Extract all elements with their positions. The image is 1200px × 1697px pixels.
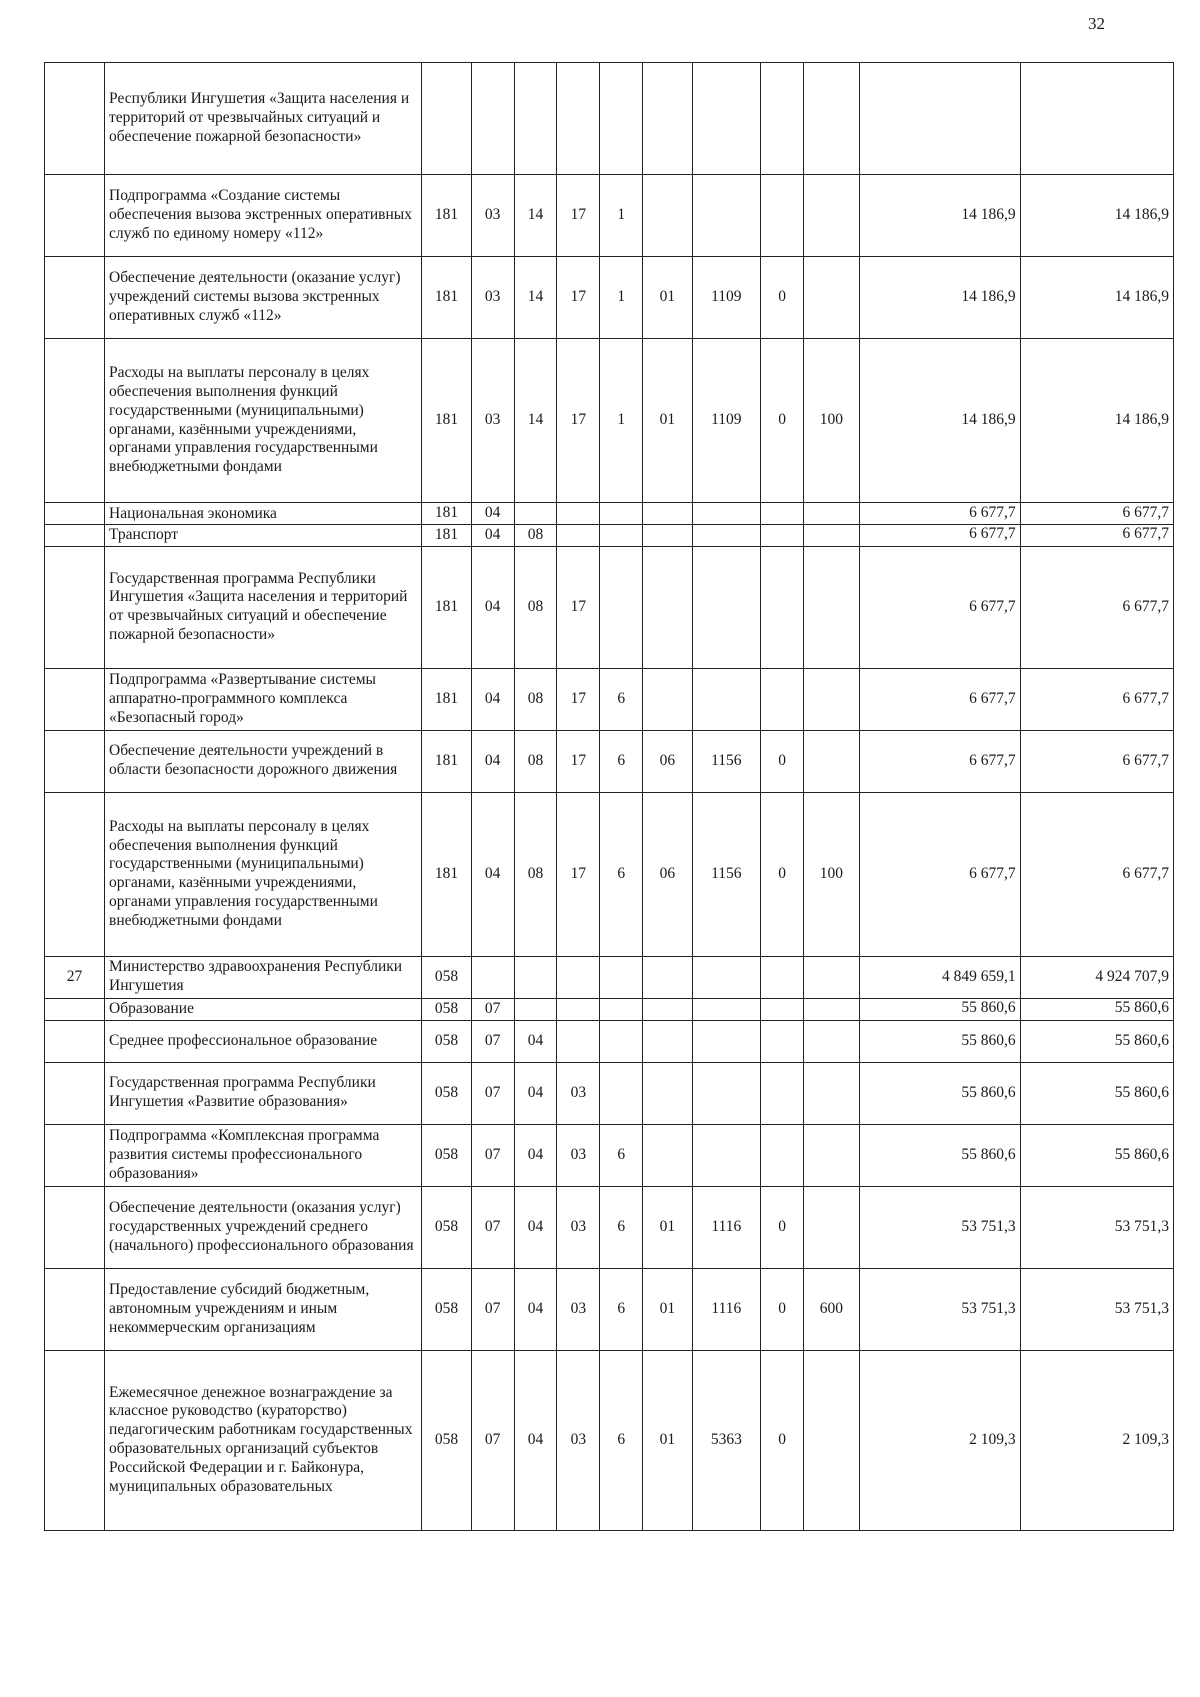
row-index-cell bbox=[45, 730, 105, 792]
classification-code-cell-7 bbox=[692, 1124, 761, 1186]
item-name-cell: Подпрограмма «Создание системы обеспечения вызова экстренных оперативных служб по единому номеру «112» bbox=[105, 175, 422, 257]
classification-code-cell-5: 6 bbox=[600, 1124, 643, 1186]
classification-code-cell-9 bbox=[804, 524, 860, 546]
classification-code-cell-8: 0 bbox=[761, 730, 804, 792]
classification-code-cell-7: 1156 bbox=[692, 792, 761, 956]
classification-code-cell-5 bbox=[600, 956, 643, 998]
classification-code-cell-9 bbox=[804, 730, 860, 792]
classification-code-cell-3 bbox=[514, 503, 557, 525]
classification-code-cell-5: 6 bbox=[600, 1268, 643, 1350]
classification-code-cell-1: 058 bbox=[422, 956, 471, 998]
classification-code-cell-5 bbox=[600, 524, 643, 546]
classification-code-cell-2: 07 bbox=[471, 1350, 514, 1530]
classification-code-cell-7: 1116 bbox=[692, 1268, 761, 1350]
classification-code-cell-9 bbox=[804, 1186, 860, 1268]
classification-code-cell-6 bbox=[643, 503, 692, 525]
classification-code-cell-2: 04 bbox=[471, 503, 514, 525]
table-row bbox=[45, 668, 1174, 730]
classification-code-cell-4: 03 bbox=[557, 1268, 600, 1350]
classification-code-cell-5: 1 bbox=[600, 339, 643, 503]
classification-code-cell-8: 0 bbox=[761, 257, 804, 339]
row-index-cell bbox=[45, 1268, 105, 1350]
classification-code-cell-3: 04 bbox=[514, 1062, 557, 1124]
amount-year2-cell: 6 677,7 bbox=[1020, 730, 1173, 792]
classification-code-cell-5: 6 bbox=[600, 1350, 643, 1530]
classification-code-cell-9 bbox=[804, 1124, 860, 1186]
classification-code-cell-1: 181 bbox=[422, 546, 471, 668]
classification-code-cell-3: 04 bbox=[514, 1124, 557, 1186]
classification-code-cell-6: 01 bbox=[643, 257, 692, 339]
classification-code-cell-8: 0 bbox=[761, 1268, 804, 1350]
amount-year2-cell: 55 860,6 bbox=[1020, 998, 1173, 1020]
classification-code-cell-9: 600 bbox=[804, 1268, 860, 1350]
item-name-cell: Подпрограмма «Развертывание системы аппаратно-программного комплекса «Безопасный город» bbox=[105, 668, 422, 730]
classification-code-cell-5 bbox=[600, 503, 643, 525]
amount-year1-cell: 55 860,6 bbox=[859, 1062, 1020, 1124]
row-index-cell bbox=[45, 546, 105, 668]
classification-code-cell-6 bbox=[643, 175, 692, 257]
item-name-cell: Подпрограмма «Комплексная программа развития системы профессионального образования» bbox=[105, 1124, 422, 1186]
classification-code-cell-6: 01 bbox=[643, 1268, 692, 1350]
amount-year2-cell: 4 924 707,9 bbox=[1020, 956, 1173, 998]
classification-code-cell-1: 058 bbox=[422, 1186, 471, 1268]
classification-code-cell-8 bbox=[761, 998, 804, 1020]
table-row bbox=[45, 503, 1174, 525]
classification-code-cell-2: 04 bbox=[471, 524, 514, 546]
classification-code-cell-4 bbox=[557, 1020, 600, 1062]
classification-code-cell-4: 17 bbox=[557, 546, 600, 668]
table-row bbox=[45, 1186, 1174, 1268]
classification-code-cell-8 bbox=[761, 546, 804, 668]
amount-year1-cell: 14 186,9 bbox=[859, 339, 1020, 503]
classification-code-cell-1: 181 bbox=[422, 257, 471, 339]
classification-code-cell-3 bbox=[514, 63, 557, 175]
classification-code-cell-4: 03 bbox=[557, 1062, 600, 1124]
classification-code-cell-7 bbox=[692, 503, 761, 525]
table-row bbox=[45, 63, 1174, 175]
item-name-cell: Образование bbox=[105, 998, 422, 1020]
classification-code-cell-9 bbox=[804, 63, 860, 175]
item-name-cell: Национальная экономика bbox=[105, 503, 422, 525]
classification-code-cell-1: 058 bbox=[422, 1124, 471, 1186]
amount-year1-cell: 6 677,7 bbox=[859, 792, 1020, 956]
classification-code-cell-5 bbox=[600, 63, 643, 175]
amount-year2-cell: 55 860,6 bbox=[1020, 1124, 1173, 1186]
amount-year1-cell: 14 186,9 bbox=[859, 175, 1020, 257]
item-name-cell: Государственная программа Республики Ингушетия «Защита населения и территорий от чрезвычайных ситуаций и обеспечение пожарной безопасности» bbox=[105, 546, 422, 668]
classification-code-cell-1: 058 bbox=[422, 1020, 471, 1062]
amount-year1-cell: 53 751,3 bbox=[859, 1268, 1020, 1350]
amount-year2-cell: 53 751,3 bbox=[1020, 1186, 1173, 1268]
classification-code-cell-8 bbox=[761, 1020, 804, 1062]
table-row bbox=[45, 1062, 1174, 1124]
row-index-cell bbox=[45, 792, 105, 956]
row-index-cell bbox=[45, 1020, 105, 1062]
amount-year1-cell: 6 677,7 bbox=[859, 524, 1020, 546]
classification-code-cell-3: 14 bbox=[514, 175, 557, 257]
amount-year2-cell: 53 751,3 bbox=[1020, 1268, 1173, 1350]
classification-code-cell-3: 04 bbox=[514, 1020, 557, 1062]
classification-code-cell-4 bbox=[557, 63, 600, 175]
row-index-cell bbox=[45, 1350, 105, 1530]
amount-year1-cell: 14 186,9 bbox=[859, 257, 1020, 339]
classification-code-cell-2: 04 bbox=[471, 668, 514, 730]
table-row bbox=[45, 998, 1174, 1020]
amount-year2-cell: 6 677,7 bbox=[1020, 668, 1173, 730]
classification-code-cell-4: 03 bbox=[557, 1186, 600, 1268]
amount-year2-cell: 6 677,7 bbox=[1020, 524, 1173, 546]
amount-year2-cell: 55 860,6 bbox=[1020, 1020, 1173, 1062]
classification-code-cell-5 bbox=[600, 1020, 643, 1062]
table-row bbox=[45, 175, 1174, 257]
item-name-cell: Предоставление субсидий бюджетным, автономным учреждениям и иным некоммерческим организациям bbox=[105, 1268, 422, 1350]
classification-code-cell-7 bbox=[692, 175, 761, 257]
classification-code-cell-8 bbox=[761, 956, 804, 998]
classification-code-cell-6: 01 bbox=[643, 339, 692, 503]
table-row bbox=[45, 792, 1174, 956]
classification-code-cell-7: 1109 bbox=[692, 257, 761, 339]
table-row bbox=[45, 546, 1174, 668]
classification-code-cell-9 bbox=[804, 175, 860, 257]
classification-code-cell-4: 17 bbox=[557, 668, 600, 730]
classification-code-cell-5: 6 bbox=[600, 668, 643, 730]
table-row bbox=[45, 524, 1174, 546]
classification-code-cell-3: 04 bbox=[514, 1186, 557, 1268]
amount-year2-cell: 14 186,9 bbox=[1020, 257, 1173, 339]
row-index-cell bbox=[45, 1124, 105, 1186]
classification-code-cell-7: 1109 bbox=[692, 339, 761, 503]
classification-code-cell-7: 1116 bbox=[692, 1186, 761, 1268]
amount-year2-cell: 14 186,9 bbox=[1020, 175, 1173, 257]
classification-code-cell-5: 6 bbox=[600, 730, 643, 792]
amount-year1-cell: 6 677,7 bbox=[859, 730, 1020, 792]
classification-code-cell-8: 0 bbox=[761, 1186, 804, 1268]
classification-code-cell-8: 0 bbox=[761, 792, 804, 956]
classification-code-cell-2: 03 bbox=[471, 257, 514, 339]
classification-code-cell-8 bbox=[761, 1124, 804, 1186]
classification-code-cell-6: 06 bbox=[643, 730, 692, 792]
item-name-cell: Обеспечение деятельности учреждений в области безопасности дорожного движения bbox=[105, 730, 422, 792]
table-row bbox=[45, 956, 1174, 998]
classification-code-cell-8: 0 bbox=[761, 1350, 804, 1530]
classification-code-cell-4: 03 bbox=[557, 1350, 600, 1530]
classification-code-cell-4 bbox=[557, 524, 600, 546]
table-row bbox=[45, 1124, 1174, 1186]
classification-code-cell-7 bbox=[692, 668, 761, 730]
amount-year1-cell: 55 860,6 bbox=[859, 998, 1020, 1020]
classification-code-cell-1: 181 bbox=[422, 339, 471, 503]
classification-code-cell-7 bbox=[692, 524, 761, 546]
classification-code-cell-3: 14 bbox=[514, 257, 557, 339]
classification-code-cell-5 bbox=[600, 1062, 643, 1124]
classification-code-cell-2: 07 bbox=[471, 1186, 514, 1268]
classification-code-cell-2: 04 bbox=[471, 730, 514, 792]
classification-code-cell-1: 181 bbox=[422, 503, 471, 525]
classification-code-cell-9 bbox=[804, 998, 860, 1020]
classification-code-cell-5: 6 bbox=[600, 792, 643, 956]
classification-code-cell-7 bbox=[692, 546, 761, 668]
classification-code-cell-6: 01 bbox=[643, 1350, 692, 1530]
page-number: 32 bbox=[1088, 14, 1105, 33]
classification-code-cell-9 bbox=[804, 1062, 860, 1124]
classification-code-cell-9 bbox=[804, 668, 860, 730]
table-row bbox=[45, 339, 1174, 503]
classification-code-cell-9 bbox=[804, 257, 860, 339]
classification-code-cell-7 bbox=[692, 956, 761, 998]
classification-code-cell-9: 100 bbox=[804, 339, 860, 503]
table-row bbox=[45, 257, 1174, 339]
item-name-cell: Обеспечение деятельности (оказания услуг) государственных учреждений среднего (начального) профессионального образования bbox=[105, 1186, 422, 1268]
row-index-cell bbox=[45, 257, 105, 339]
amount-year2-cell: 6 677,7 bbox=[1020, 792, 1173, 956]
classification-code-cell-1: 058 bbox=[422, 998, 471, 1020]
classification-code-cell-1: 181 bbox=[422, 730, 471, 792]
classification-code-cell-8 bbox=[761, 63, 804, 175]
item-name-cell: Расходы на выплаты персоналу в целях обеспечения выполнения функций государственными (муниципальными) органами, казёнными учреждениями, органами управления государственными внебюджетными фондами bbox=[105, 792, 422, 956]
classification-code-cell-2: 03 bbox=[471, 175, 514, 257]
classification-code-cell-8 bbox=[761, 668, 804, 730]
classification-code-cell-2 bbox=[471, 63, 514, 175]
classification-code-cell-2: 03 bbox=[471, 339, 514, 503]
classification-code-cell-4: 17 bbox=[557, 730, 600, 792]
classification-code-cell-6 bbox=[643, 668, 692, 730]
classification-code-cell-6 bbox=[643, 998, 692, 1020]
classification-code-cell-7 bbox=[692, 998, 761, 1020]
table-row bbox=[45, 1268, 1174, 1350]
amount-year1-cell: 2 109,3 bbox=[859, 1350, 1020, 1530]
classification-code-cell-8 bbox=[761, 524, 804, 546]
amount-year2-cell: 55 860,6 bbox=[1020, 1062, 1173, 1124]
classification-code-cell-7 bbox=[692, 63, 761, 175]
amount-year2-cell: 6 677,7 bbox=[1020, 546, 1173, 668]
table-row bbox=[45, 1020, 1174, 1062]
classification-code-cell-8 bbox=[761, 503, 804, 525]
budget-table bbox=[44, 62, 1174, 1531]
classification-code-cell-1: 058 bbox=[422, 1268, 471, 1350]
classification-code-cell-7 bbox=[692, 1020, 761, 1062]
table-row bbox=[45, 1350, 1174, 1530]
classification-code-cell-3: 14 bbox=[514, 339, 557, 503]
classification-code-cell-6: 06 bbox=[643, 792, 692, 956]
classification-code-cell-5: 1 bbox=[600, 175, 643, 257]
classification-code-cell-8 bbox=[761, 175, 804, 257]
classification-code-cell-5 bbox=[600, 546, 643, 668]
amount-year1-cell: 6 677,7 bbox=[859, 503, 1020, 525]
item-name-cell: Обеспечение деятельности (оказание услуг) учреждений системы вызова экстренных оперативных служб «112» bbox=[105, 257, 422, 339]
classification-code-cell-6 bbox=[643, 63, 692, 175]
classification-code-cell-2: 07 bbox=[471, 1020, 514, 1062]
amount-year1-cell: 55 860,6 bbox=[859, 1020, 1020, 1062]
row-index-cell: 27 bbox=[45, 956, 105, 998]
item-name-cell: Среднее профессиональное образование bbox=[105, 1020, 422, 1062]
classification-code-cell-7: 5363 bbox=[692, 1350, 761, 1530]
row-index-cell bbox=[45, 998, 105, 1020]
classification-code-cell-5 bbox=[600, 998, 643, 1020]
classification-code-cell-5: 6 bbox=[600, 1186, 643, 1268]
classification-code-cell-1: 181 bbox=[422, 668, 471, 730]
classification-code-cell-4: 17 bbox=[557, 257, 600, 339]
classification-code-cell-9 bbox=[804, 503, 860, 525]
row-index-cell bbox=[45, 175, 105, 257]
classification-code-cell-1: 181 bbox=[422, 792, 471, 956]
item-name-cell: Государственная программа Республики Ингушетия «Развитие образования» bbox=[105, 1062, 422, 1124]
classification-code-cell-4 bbox=[557, 998, 600, 1020]
amount-year1-cell: 53 751,3 bbox=[859, 1186, 1020, 1268]
classification-code-cell-2: 04 bbox=[471, 546, 514, 668]
classification-code-cell-3: 04 bbox=[514, 1350, 557, 1530]
table-body bbox=[45, 63, 1174, 1531]
amount-year1-cell: 6 677,7 bbox=[859, 546, 1020, 668]
item-name-cell: Транспорт bbox=[105, 524, 422, 546]
classification-code-cell-3: 08 bbox=[514, 524, 557, 546]
classification-code-cell-2: 07 bbox=[471, 1062, 514, 1124]
classification-code-cell-3 bbox=[514, 956, 557, 998]
classification-code-cell-1: 181 bbox=[422, 524, 471, 546]
item-name-cell: Расходы на выплаты персоналу в целях обеспечения выполнения функций государственными (муниципальными) органами, казёнными учреждениями, органами управления государственными внебюджетными фондами bbox=[105, 339, 422, 503]
amount-year2-cell: 2 109,3 bbox=[1020, 1350, 1173, 1530]
classification-code-cell-6 bbox=[643, 1062, 692, 1124]
classification-code-cell-1: 058 bbox=[422, 1062, 471, 1124]
classification-code-cell-9 bbox=[804, 1020, 860, 1062]
classification-code-cell-4: 17 bbox=[557, 175, 600, 257]
classification-code-cell-2 bbox=[471, 956, 514, 998]
item-name-cell: Министерство здравоохранения Республики Ингушетия bbox=[105, 956, 422, 998]
classification-code-cell-8: 0 bbox=[761, 339, 804, 503]
row-index-cell bbox=[45, 524, 105, 546]
classification-code-cell-4: 03 bbox=[557, 1124, 600, 1186]
classification-code-cell-2: 07 bbox=[471, 1124, 514, 1186]
classification-code-cell-1: 058 bbox=[422, 1350, 471, 1530]
classification-code-cell-4 bbox=[557, 956, 600, 998]
classification-code-cell-3: 08 bbox=[514, 546, 557, 668]
row-index-cell bbox=[45, 1186, 105, 1268]
classification-code-cell-9 bbox=[804, 1350, 860, 1530]
amount-year1-cell: 55 860,6 bbox=[859, 1124, 1020, 1186]
row-index-cell bbox=[45, 1062, 105, 1124]
classification-code-cell-7 bbox=[692, 1062, 761, 1124]
amount-year2-cell: 6 677,7 bbox=[1020, 503, 1173, 525]
classification-code-cell-3: 08 bbox=[514, 730, 557, 792]
classification-code-cell-3 bbox=[514, 998, 557, 1020]
classification-code-cell-6 bbox=[643, 956, 692, 998]
classification-code-cell-6 bbox=[643, 1020, 692, 1062]
classification-code-cell-6 bbox=[643, 546, 692, 668]
classification-code-cell-9: 100 bbox=[804, 792, 860, 956]
classification-code-cell-3: 08 bbox=[514, 792, 557, 956]
item-name-cell: Ежемесячное денежное вознаграждение за классное руководство (кураторство) педагогическим работникам государственных образовательных организаций субъектов Российской Федерации и г. Байконура, муниципальных образовательных bbox=[105, 1350, 422, 1530]
classification-code-cell-6: 01 bbox=[643, 1186, 692, 1268]
classification-code-cell-7: 1156 bbox=[692, 730, 761, 792]
classification-code-cell-6 bbox=[643, 524, 692, 546]
amount-year2-cell bbox=[1020, 63, 1173, 175]
item-name-cell: Республики Ингушетия «Защита населения и территорий от чрезвычайных ситуаций и обеспечение пожарной безопасности» bbox=[105, 63, 422, 175]
classification-code-cell-8 bbox=[761, 1062, 804, 1124]
classification-code-cell-9 bbox=[804, 546, 860, 668]
classification-code-cell-2: 07 bbox=[471, 1268, 514, 1350]
row-index-cell bbox=[45, 63, 105, 175]
table-row bbox=[45, 730, 1174, 792]
amount-year1-cell: 4 849 659,1 bbox=[859, 956, 1020, 998]
amount-year1-cell bbox=[859, 63, 1020, 175]
classification-code-cell-6 bbox=[643, 1124, 692, 1186]
row-index-cell bbox=[45, 503, 105, 525]
classification-code-cell-3: 04 bbox=[514, 1268, 557, 1350]
classification-code-cell-4 bbox=[557, 503, 600, 525]
classification-code-cell-1: 181 bbox=[422, 175, 471, 257]
classification-code-cell-2: 04 bbox=[471, 792, 514, 956]
classification-code-cell-3: 08 bbox=[514, 668, 557, 730]
row-index-cell bbox=[45, 668, 105, 730]
classification-code-cell-2: 07 bbox=[471, 998, 514, 1020]
classification-code-cell-1 bbox=[422, 63, 471, 175]
amount-year2-cell: 14 186,9 bbox=[1020, 339, 1173, 503]
classification-code-cell-4: 17 bbox=[557, 792, 600, 956]
amount-year1-cell: 6 677,7 bbox=[859, 668, 1020, 730]
classification-code-cell-5: 1 bbox=[600, 257, 643, 339]
classification-code-cell-9 bbox=[804, 956, 860, 998]
classification-code-cell-4: 17 bbox=[557, 339, 600, 503]
row-index-cell bbox=[45, 339, 105, 503]
